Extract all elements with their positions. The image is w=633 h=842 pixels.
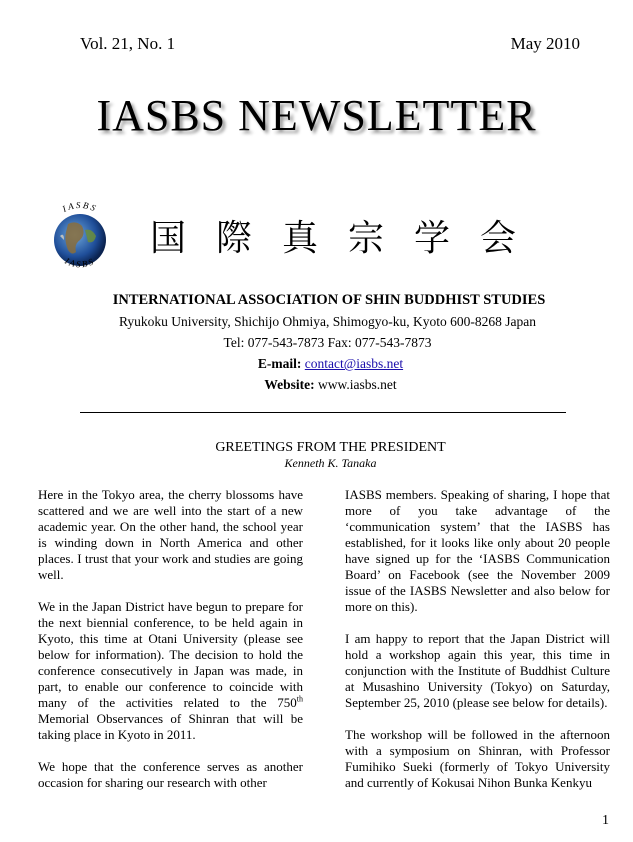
- svg-text:IASBS: [60, 200, 99, 214]
- logo-text-bottom: IASBS: [63, 255, 97, 270]
- article-heading: GREETINGS FROM THE PRESIDENT: [215, 440, 446, 455]
- article-author: Kenneth K. Tanaka: [284, 456, 377, 470]
- telephone-fax: Tel: 077-543-7873 Fax: 077-543-7873: [223, 335, 432, 350]
- issue-date: May 2010: [510, 34, 580, 53]
- email-label: E-mail:: [257, 356, 302, 371]
- paragraph-text: We in the Japan District have begun to prepare for the next biennial conference, to be held again in Kyoto, this time at Otani University (please see below for information). The decision to hold the conference consecutively in Japan was made, in part, to enable our conference to coincide with many of the activities related to the 750: [38, 599, 303, 710]
- website-url: www.iasbs.net: [318, 377, 397, 392]
- paragraph: IASBS members. Speaking of sharing, I hope that more of you take advantage of the ‘communication system’ that the IASBS has established, for it looks like only about 20 people have signed up for the ‘IASBS Communication Board’ on Facebook (see the November 2009 issue of the IASBS Newsletter and also below for more on this).: [345, 487, 610, 614]
- kanji-char: 真: [282, 218, 319, 259]
- email-link[interactable]: contact@iasbs.net: [304, 356, 404, 371]
- right-column: [345, 487, 610, 807]
- iasbs-globe-logo: [30, 190, 130, 290]
- kanji-char: 学: [414, 218, 451, 259]
- paragraph: I am happy to report that the Japan District will hold a workshop again this year, this time in conjunction with the Institute of Buddhist Culture at Musashino University (Tokyo) on Saturday, September 25, 2010 (please see below for details).: [345, 631, 610, 710]
- organization-address: Ryukoku University, Shichijo Ohmiya, Shimogyo-ku, Kyoto 600-8268 Japan: [118, 314, 537, 329]
- email-line: [0, 356, 633, 372]
- page-number: 1: [602, 813, 609, 828]
- paragraph-text-tail: Memorial Observances of Shinran that will be taking place in Kyoto in 2011.: [38, 711, 303, 742]
- organization-name: INTERNATIONAL ASSOCIATION OF SHIN BUDDHIST STUDIES: [112, 292, 546, 308]
- japanese-name: [150, 210, 546, 261]
- website-label: Website:: [264, 377, 315, 392]
- kanji-char: 際: [216, 218, 253, 259]
- kanji-char: 国: [150, 218, 187, 259]
- paragraph: The workshop will be followed in the afternoon with a symposium on Shinran, with Professor Fumihiko Sueki (formerly of Tokyo University and currently of Kokusai Nihon Bunka Kenkyu: [345, 727, 610, 790]
- left-column: [38, 487, 303, 807]
- volume-number: Vol. 21, No. 1: [80, 34, 176, 53]
- kanji-char: 宗: [348, 218, 385, 259]
- paragraph: Here in the Tokyo area, the cherry blossoms have scattered and we are well into the start of a new academic year. On the other hand, the school year is winding down in North America and other places. I trust that your work and studies are going well.: [38, 487, 303, 582]
- divider-line: [80, 412, 566, 413]
- newsletter-title: IASBS NEWSLETTER: [96, 91, 537, 140]
- paragraph: We hope that the conference serves as another occasion for sharing our research with other: [38, 759, 303, 790]
- website-line: [0, 377, 633, 393]
- logo-text-top: IASBS: [60, 199, 100, 214]
- paragraph: [38, 599, 303, 743]
- kanji-char: 会: [480, 218, 517, 259]
- ordinal-superscript: th: [296, 694, 303, 704]
